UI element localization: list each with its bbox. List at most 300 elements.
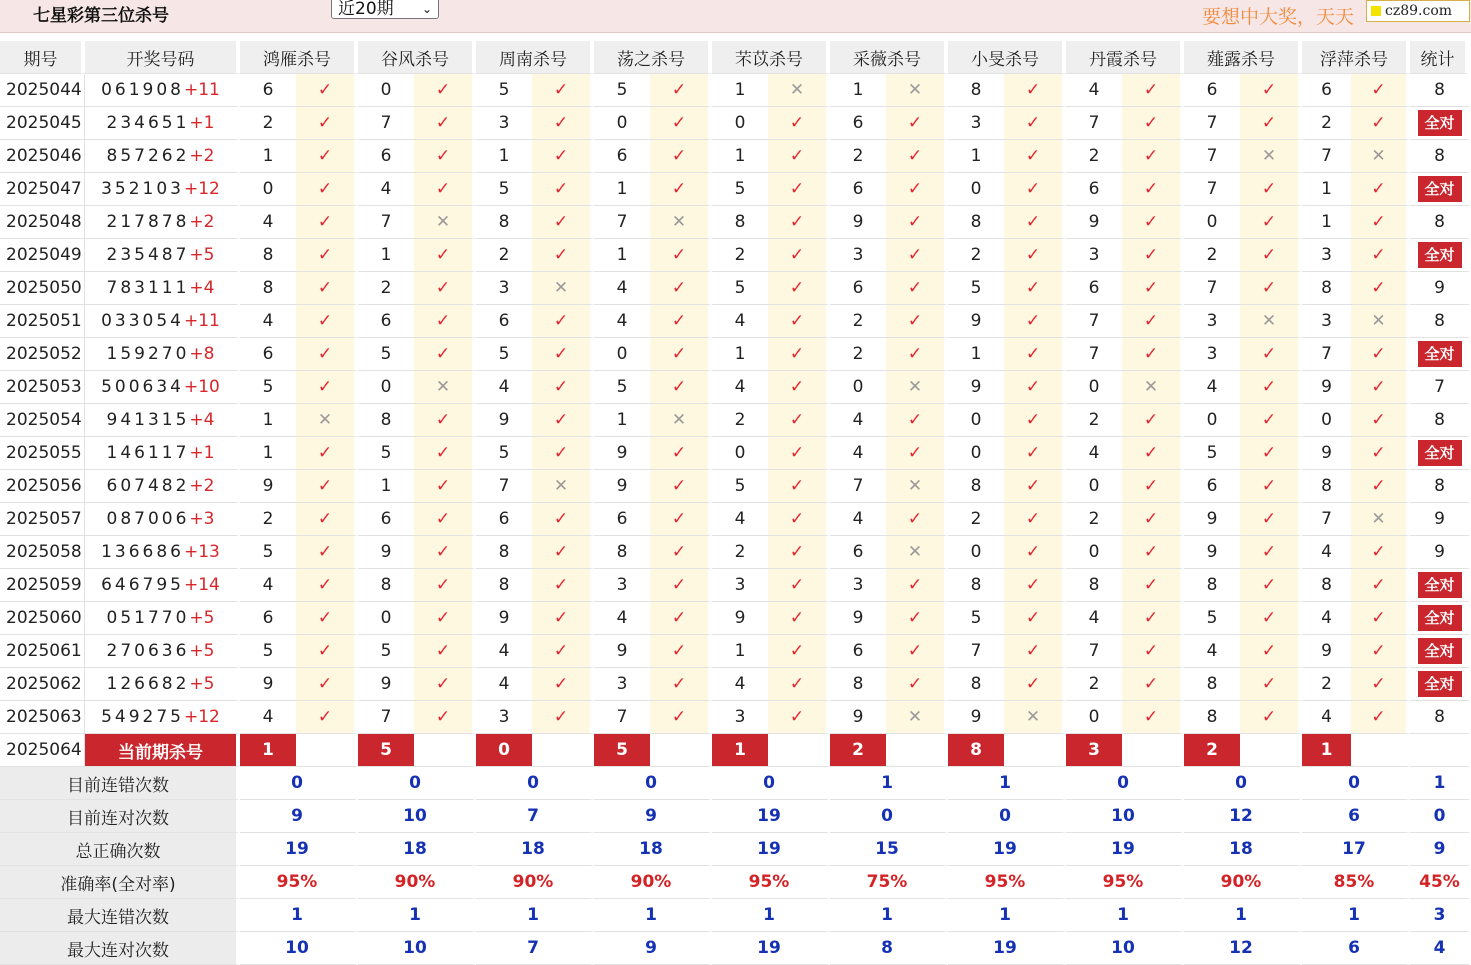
cross-icon: ✕ bbox=[1351, 140, 1410, 173]
kill-number-cell: 2 bbox=[830, 140, 886, 173]
kill-number-cell: 2 bbox=[1184, 239, 1240, 272]
kill-number-cell: 7 bbox=[1066, 305, 1122, 338]
check-icon: ✓ bbox=[414, 701, 476, 734]
column-header: 开奖号码 bbox=[85, 41, 240, 74]
check-icon: ✓ bbox=[296, 239, 358, 272]
summary-stat: 45% bbox=[1410, 866, 1469, 899]
kill-number-cell: 6 bbox=[830, 173, 886, 206]
kill-number-cell: 0 bbox=[948, 404, 1004, 437]
check-icon: ✓ bbox=[532, 569, 594, 602]
period-cell: 2025052 bbox=[0, 338, 85, 371]
column-header: 采薇杀号 bbox=[830, 41, 948, 74]
check-icon: ✓ bbox=[768, 239, 830, 272]
check-icon: ✓ bbox=[886, 437, 948, 470]
kill-number-cell: 5 bbox=[240, 635, 296, 668]
period-cell: 2025053 bbox=[0, 371, 85, 404]
summary-value: 9 bbox=[594, 800, 712, 833]
period-cell: 2025054 bbox=[0, 404, 85, 437]
check-icon: ✓ bbox=[1004, 305, 1066, 338]
check-icon: ✓ bbox=[532, 206, 594, 239]
check-icon: ✓ bbox=[1122, 437, 1184, 470]
all-correct-badge: 全对 bbox=[1418, 176, 1462, 202]
kill-number-cell: 5 bbox=[948, 272, 1004, 305]
column-header: 谷风杀号 bbox=[358, 41, 476, 74]
draw-bonus: +5 bbox=[189, 641, 215, 661]
kill-number-cell: 8 bbox=[240, 239, 296, 272]
cross-icon: ✕ bbox=[650, 206, 712, 239]
cross-icon: ✕ bbox=[886, 74, 948, 107]
kill-number-cell: 9 bbox=[594, 635, 650, 668]
kill-number-cell: 6 bbox=[1184, 470, 1240, 503]
draw-digits: 136686 bbox=[101, 542, 184, 562]
kill-number-cell: 1 bbox=[240, 404, 296, 437]
kill-number-cell: 4 bbox=[712, 503, 768, 536]
check-icon: ✓ bbox=[1351, 107, 1410, 140]
kill-number-cell: 5 bbox=[712, 470, 768, 503]
table-row bbox=[0, 107, 1469, 140]
summary-value: 95% bbox=[1066, 866, 1184, 899]
kill-number-cell: 0 bbox=[1066, 701, 1122, 734]
kill-number-cell: 3 bbox=[476, 701, 532, 734]
kill-number-cell: 8 bbox=[358, 569, 414, 602]
logo-square-icon bbox=[1371, 6, 1381, 16]
kill-number-cell: 4 bbox=[1184, 371, 1240, 404]
period-cell: 2025050 bbox=[0, 272, 85, 305]
check-icon: ✓ bbox=[768, 635, 830, 668]
draw-digits: 549275 bbox=[101, 707, 184, 727]
cross-icon: ✕ bbox=[886, 536, 948, 569]
cross-icon: ✕ bbox=[768, 74, 830, 107]
check-icon: ✓ bbox=[414, 404, 476, 437]
cross-icon: ✕ bbox=[296, 404, 358, 437]
summary-value: 95% bbox=[948, 866, 1066, 899]
kill-number-cell: 2 bbox=[712, 536, 768, 569]
kill-number-cell: 0 bbox=[1066, 371, 1122, 404]
stat-cell bbox=[1410, 734, 1469, 767]
kill-number-cell: 9 bbox=[830, 206, 886, 239]
table-row bbox=[0, 503, 1469, 536]
draw-number-cell bbox=[85, 140, 240, 173]
draw-number-cell bbox=[85, 602, 240, 635]
table-row bbox=[0, 371, 1469, 404]
check-icon: ✓ bbox=[768, 602, 830, 635]
draw-digits: 646795 bbox=[101, 575, 184, 595]
stat-cell bbox=[1410, 569, 1469, 602]
summary-value: 0 bbox=[1184, 767, 1302, 800]
draw-number-cell bbox=[85, 404, 240, 437]
check-icon: ✓ bbox=[532, 371, 594, 404]
kill-number-cell: 8 bbox=[1302, 569, 1351, 602]
check-icon: ✓ bbox=[1240, 470, 1302, 503]
kill-number-cell: 1 bbox=[358, 470, 414, 503]
period-cell: 2025044 bbox=[0, 74, 85, 107]
kill-number-cell: 6 bbox=[476, 503, 532, 536]
check-icon: ✓ bbox=[1122, 107, 1184, 140]
check-icon: ✓ bbox=[532, 239, 594, 272]
check-icon: ✓ bbox=[768, 569, 830, 602]
check-icon: ✓ bbox=[1122, 239, 1184, 272]
kill-number-cell: 4 bbox=[712, 305, 768, 338]
period-cell: 2025058 bbox=[0, 536, 85, 569]
summary-row bbox=[0, 866, 1469, 899]
check-icon: ✓ bbox=[1240, 272, 1302, 305]
column-header: 荡之杀号 bbox=[594, 41, 712, 74]
kill-number-cell: 7 bbox=[1184, 272, 1240, 305]
draw-digits: 217878 bbox=[106, 212, 190, 232]
kill-number-cell: 3 bbox=[1184, 305, 1240, 338]
draw-number-cell bbox=[85, 569, 240, 602]
kill-number-cell: 7 bbox=[1302, 503, 1351, 536]
period-range-select[interactable] bbox=[331, 0, 439, 19]
kill-number-cell: 9 bbox=[1302, 437, 1351, 470]
check-icon: ✓ bbox=[768, 437, 830, 470]
page-title: 七星彩第三位杀号 bbox=[33, 6, 169, 26]
kill-number-cell: 4 bbox=[594, 602, 650, 635]
check-icon: ✓ bbox=[650, 668, 712, 701]
summary-value: 6 bbox=[1302, 932, 1410, 965]
check-icon: ✓ bbox=[1004, 338, 1066, 371]
kill-number-cell: 2 bbox=[358, 272, 414, 305]
kill-number-cell: 4 bbox=[240, 305, 296, 338]
check-icon: ✓ bbox=[1004, 404, 1066, 437]
summary-value: 19 bbox=[712, 932, 830, 965]
table-row bbox=[0, 701, 1469, 734]
draw-number-cell bbox=[85, 338, 240, 371]
draw-bonus: +5 bbox=[189, 245, 215, 265]
stat-cell: 9 bbox=[1410, 503, 1469, 536]
check-icon: ✓ bbox=[1351, 635, 1410, 668]
check-icon: ✓ bbox=[1004, 206, 1066, 239]
check-icon: ✓ bbox=[1004, 107, 1066, 140]
check-icon: ✓ bbox=[414, 107, 476, 140]
check-icon: ✓ bbox=[414, 536, 476, 569]
kill-number-cell: 4 bbox=[1302, 701, 1351, 734]
check-icon: ✓ bbox=[296, 173, 358, 206]
current-kill-number: 8 bbox=[948, 734, 1004, 767]
kill-number-cell: 1 bbox=[240, 437, 296, 470]
kill-number-cell: 6 bbox=[358, 305, 414, 338]
logo-text: cz89.com bbox=[1385, 3, 1453, 19]
kill-number-cell: 0 bbox=[1066, 470, 1122, 503]
summary-value: 10 bbox=[240, 932, 358, 965]
cross-icon: ✕ bbox=[886, 701, 948, 734]
draw-number-cell bbox=[85, 206, 240, 239]
kill-number-cell: 5 bbox=[358, 338, 414, 371]
cross-icon: ✕ bbox=[532, 470, 594, 503]
check-icon: ✓ bbox=[1240, 701, 1302, 734]
summary-label: 准确率(全对率) bbox=[0, 866, 240, 899]
check-icon: ✓ bbox=[768, 371, 830, 404]
check-icon: ✓ bbox=[532, 503, 594, 536]
kill-number-cell: 6 bbox=[594, 503, 650, 536]
summary-stat: 1 bbox=[1410, 767, 1469, 800]
draw-digits: 087006 bbox=[106, 509, 190, 529]
check-icon: ✓ bbox=[886, 173, 948, 206]
blank-cell bbox=[532, 734, 594, 767]
kill-number-cell: 8 bbox=[948, 668, 1004, 701]
kill-number-cell: 1 bbox=[712, 338, 768, 371]
summary-value: 17 bbox=[1302, 833, 1410, 866]
kill-number-cell: 6 bbox=[476, 305, 532, 338]
check-icon: ✓ bbox=[532, 173, 594, 206]
kill-number-cell: 1 bbox=[712, 635, 768, 668]
draw-number-cell bbox=[85, 239, 240, 272]
draw-bonus: +8 bbox=[189, 344, 215, 364]
check-icon: ✓ bbox=[1351, 536, 1410, 569]
check-icon: ✓ bbox=[650, 173, 712, 206]
kill-number-cell: 7 bbox=[1184, 140, 1240, 173]
table-row bbox=[0, 239, 1469, 272]
check-icon: ✓ bbox=[1240, 239, 1302, 272]
kill-number-cell: 4 bbox=[476, 635, 532, 668]
draw-digits: 159270 bbox=[106, 344, 190, 364]
check-icon: ✓ bbox=[414, 635, 476, 668]
kill-number-cell: 0 bbox=[594, 338, 650, 371]
kill-number-cell: 1 bbox=[1302, 206, 1351, 239]
check-icon: ✓ bbox=[1004, 470, 1066, 503]
summary-value: 90% bbox=[476, 866, 594, 899]
draw-digits: 607482 bbox=[106, 476, 190, 496]
kill-number-cell: 8 bbox=[948, 74, 1004, 107]
check-icon: ✓ bbox=[1240, 173, 1302, 206]
check-icon: ✓ bbox=[1351, 602, 1410, 635]
check-icon: ✓ bbox=[1240, 338, 1302, 371]
draw-number-cell bbox=[85, 272, 240, 305]
promo-slogan[interactable]: 要想中大奖，天天 bbox=[1202, 6, 1355, 28]
stat-cell: 8 bbox=[1410, 305, 1469, 338]
check-icon: ✓ bbox=[886, 140, 948, 173]
kill-number-cell: 9 bbox=[1302, 635, 1351, 668]
check-icon: ✓ bbox=[1004, 239, 1066, 272]
stat-cell bbox=[1410, 338, 1469, 371]
kill-number-cell: 9 bbox=[476, 404, 532, 437]
check-icon: ✓ bbox=[296, 701, 358, 734]
draw-digits: 061908 bbox=[101, 80, 184, 100]
summary-value: 12 bbox=[1184, 800, 1302, 833]
check-icon: ✓ bbox=[1240, 602, 1302, 635]
table-row bbox=[0, 173, 1469, 206]
check-icon: ✓ bbox=[1004, 74, 1066, 107]
kill-number-cell: 4 bbox=[358, 173, 414, 206]
summary-value: 1 bbox=[476, 899, 594, 932]
summary-value: 1 bbox=[358, 899, 476, 932]
stat-cell bbox=[1410, 107, 1469, 140]
kill-number-cell: 2 bbox=[948, 503, 1004, 536]
check-icon: ✓ bbox=[650, 272, 712, 305]
draw-number-cell bbox=[85, 437, 240, 470]
summary-value: 19 bbox=[948, 833, 1066, 866]
check-icon: ✓ bbox=[296, 338, 358, 371]
column-header: 薤露杀号 bbox=[1184, 41, 1302, 74]
kill-number-cell: 7 bbox=[1066, 338, 1122, 371]
kill-number-cell: 8 bbox=[948, 470, 1004, 503]
kill-number-cell: 5 bbox=[240, 371, 296, 404]
check-icon: ✓ bbox=[532, 338, 594, 371]
kill-number-cell: 0 bbox=[712, 107, 768, 140]
all-correct-badge: 全对 bbox=[1418, 110, 1462, 136]
check-icon: ✓ bbox=[768, 206, 830, 239]
kill-number-cell: 7 bbox=[358, 701, 414, 734]
table-row bbox=[0, 74, 1469, 107]
table-row bbox=[0, 569, 1469, 602]
draw-digits: 126682 bbox=[106, 674, 190, 694]
check-icon: ✓ bbox=[414, 503, 476, 536]
summary-value: 85% bbox=[1302, 866, 1410, 899]
kill-number-cell: 6 bbox=[358, 140, 414, 173]
kill-number-cell: 4 bbox=[476, 371, 532, 404]
kill-number-cell: 4 bbox=[712, 668, 768, 701]
cross-icon: ✕ bbox=[1351, 503, 1410, 536]
check-icon: ✓ bbox=[532, 437, 594, 470]
kill-number-cell: 0 bbox=[240, 173, 296, 206]
check-icon: ✓ bbox=[1240, 437, 1302, 470]
kill-number-cell: 9 bbox=[240, 668, 296, 701]
draw-number-cell bbox=[85, 635, 240, 668]
site-logo[interactable] bbox=[1366, 0, 1470, 22]
check-icon: ✓ bbox=[1351, 404, 1410, 437]
kill-number-cell: 4 bbox=[1066, 74, 1122, 107]
kill-number-cell: 5 bbox=[1184, 602, 1240, 635]
check-icon: ✓ bbox=[1122, 602, 1184, 635]
draw-bonus: +2 bbox=[189, 476, 215, 496]
check-icon: ✓ bbox=[414, 668, 476, 701]
kill-number-cell: 7 bbox=[1184, 173, 1240, 206]
period-cell: 2025064 bbox=[0, 734, 85, 767]
check-icon: ✓ bbox=[650, 140, 712, 173]
kill-number-cell: 2 bbox=[830, 305, 886, 338]
summary-value: 0 bbox=[594, 767, 712, 800]
period-cell: 2025060 bbox=[0, 602, 85, 635]
check-icon: ✓ bbox=[532, 602, 594, 635]
kill-number-cell: 0 bbox=[1302, 404, 1351, 437]
kill-number-cell: 8 bbox=[476, 206, 532, 239]
check-icon: ✓ bbox=[650, 437, 712, 470]
cross-icon: ✕ bbox=[1240, 140, 1302, 173]
kill-number-cell: 2 bbox=[830, 338, 886, 371]
check-icon: ✓ bbox=[1122, 305, 1184, 338]
kill-number-cell: 6 bbox=[1184, 74, 1240, 107]
all-correct-badge: 全对 bbox=[1418, 440, 1462, 466]
summary-value: 0 bbox=[712, 767, 830, 800]
kill-number-cell: 1 bbox=[1302, 173, 1351, 206]
summary-value: 19 bbox=[712, 833, 830, 866]
summary-value: 19 bbox=[948, 932, 1066, 965]
kill-number-cell: 1 bbox=[712, 140, 768, 173]
check-icon: ✓ bbox=[296, 635, 358, 668]
all-correct-badge: 全对 bbox=[1418, 242, 1462, 268]
summary-value: 19 bbox=[712, 800, 830, 833]
table-row bbox=[0, 602, 1469, 635]
kill-number-cell: 0 bbox=[1184, 404, 1240, 437]
kill-number-cell: 2 bbox=[240, 107, 296, 140]
check-icon: ✓ bbox=[768, 173, 830, 206]
kill-number-cell: 7 bbox=[1302, 338, 1351, 371]
summary-value: 1 bbox=[240, 899, 358, 932]
draw-bonus: +5 bbox=[189, 608, 215, 628]
check-icon: ✓ bbox=[1240, 74, 1302, 107]
check-icon: ✓ bbox=[886, 272, 948, 305]
kill-number-cell: 2 bbox=[948, 239, 1004, 272]
kill-number-cell: 0 bbox=[830, 371, 886, 404]
check-icon: ✓ bbox=[1240, 569, 1302, 602]
kill-number-cell: 6 bbox=[240, 338, 296, 371]
period-range-value: 近20期 bbox=[338, 0, 394, 19]
kill-number-cell: 0 bbox=[1066, 536, 1122, 569]
kill-number-cell: 5 bbox=[240, 536, 296, 569]
draw-bonus: +4 bbox=[189, 278, 215, 298]
check-icon: ✓ bbox=[1004, 668, 1066, 701]
kill-number-cell: 7 bbox=[594, 206, 650, 239]
draw-digits: 783111 bbox=[106, 278, 190, 298]
kill-number-cell: 9 bbox=[594, 437, 650, 470]
summary-value: 10 bbox=[358, 800, 476, 833]
kill-number-cell: 8 bbox=[948, 569, 1004, 602]
stat-cell: 8 bbox=[1410, 206, 1469, 239]
draw-number-cell bbox=[85, 305, 240, 338]
table-row bbox=[0, 668, 1469, 701]
kill-number-cell: 0 bbox=[948, 536, 1004, 569]
summary-value: 90% bbox=[594, 866, 712, 899]
check-icon: ✓ bbox=[532, 74, 594, 107]
kill-number-cell: 8 bbox=[712, 206, 768, 239]
check-icon: ✓ bbox=[650, 305, 712, 338]
summary-label: 目前连错次数 bbox=[0, 767, 240, 800]
blank-cell bbox=[1240, 734, 1302, 767]
column-header: 小旻杀号 bbox=[948, 41, 1066, 74]
kill-number-cell: 8 bbox=[358, 404, 414, 437]
check-icon: ✓ bbox=[532, 635, 594, 668]
cross-icon: ✕ bbox=[886, 470, 948, 503]
draw-bonus: +13 bbox=[184, 542, 220, 562]
table-row bbox=[0, 437, 1469, 470]
blank-cell bbox=[296, 734, 358, 767]
table-row bbox=[0, 305, 1469, 338]
period-cell: 2025049 bbox=[0, 239, 85, 272]
kill-number-cell: 0 bbox=[358, 371, 414, 404]
draw-number-cell bbox=[85, 701, 240, 734]
kill-number-cell: 3 bbox=[1302, 239, 1351, 272]
kill-number-cell: 3 bbox=[712, 701, 768, 734]
period-cell: 2025045 bbox=[0, 107, 85, 140]
check-icon: ✓ bbox=[414, 140, 476, 173]
summary-value: 0 bbox=[948, 800, 1066, 833]
check-icon: ✓ bbox=[886, 338, 948, 371]
summary-value: 0 bbox=[1302, 767, 1410, 800]
kill-number-cell: 9 bbox=[358, 536, 414, 569]
check-icon: ✓ bbox=[1122, 338, 1184, 371]
check-icon: ✓ bbox=[1004, 536, 1066, 569]
kill-number-cell: 2 bbox=[1066, 140, 1122, 173]
check-icon: ✓ bbox=[1240, 635, 1302, 668]
kill-number-cell: 8 bbox=[476, 536, 532, 569]
kill-number-cell: 6 bbox=[830, 272, 886, 305]
check-icon: ✓ bbox=[1351, 569, 1410, 602]
check-icon: ✓ bbox=[532, 107, 594, 140]
all-correct-badge: 全对 bbox=[1418, 341, 1462, 367]
check-icon: ✓ bbox=[1351, 470, 1410, 503]
kill-number-cell: 4 bbox=[240, 569, 296, 602]
kill-number-cell: 8 bbox=[830, 668, 886, 701]
check-icon: ✓ bbox=[1122, 470, 1184, 503]
check-icon: ✓ bbox=[1004, 569, 1066, 602]
summary-value: 95% bbox=[240, 866, 358, 899]
kill-number-cell: 4 bbox=[712, 371, 768, 404]
draw-bonus: +3 bbox=[189, 509, 215, 529]
summary-value: 1 bbox=[1066, 899, 1184, 932]
kill-number-cell: 7 bbox=[1302, 140, 1351, 173]
check-icon: ✓ bbox=[1351, 272, 1410, 305]
draw-digits: 857262 bbox=[106, 146, 190, 166]
